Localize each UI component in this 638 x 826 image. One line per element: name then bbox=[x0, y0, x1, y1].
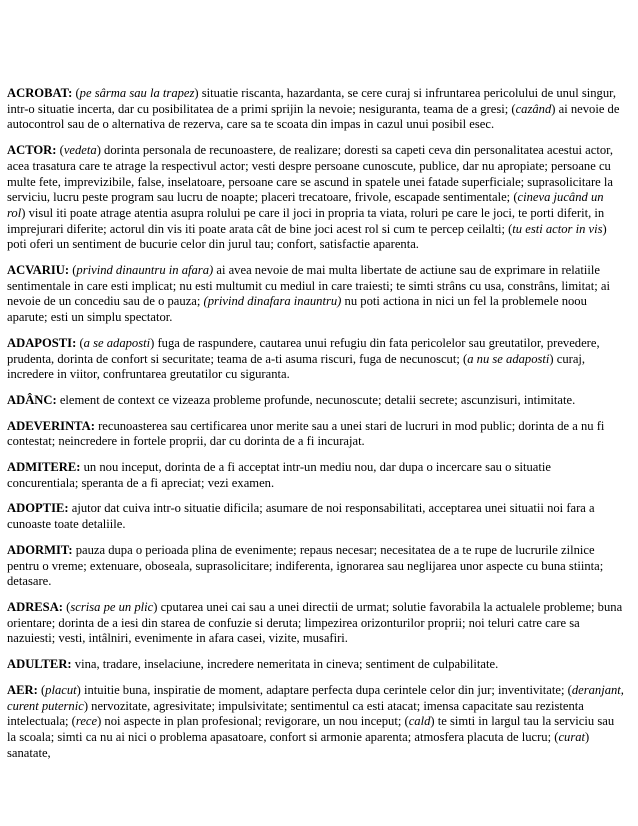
entry-qualifier: cald bbox=[408, 714, 431, 729]
entry-definition: ) poti oferi un sentiment de bucurie celor din jurul tau; confort, satisfactie aparenta. bbox=[7, 221, 607, 252]
dictionary-entry bbox=[7, 657, 625, 673]
entry-definition: ) fuga de raspundere, cautarea unui refugiu din fata pericolelor sau greutatilor, prevedere, prudenta, dorinta de confort si securitate; teama de a-ti asuma riscuri, fuga de necunoscut; ( bbox=[7, 335, 600, 366]
entry-term: ADOPTIE: bbox=[7, 501, 69, 516]
entry-definition: pauza dupa o perioada plina de evenimente; repaus necesar; necesitatea de a te rupe de lucrurile zilnice pentru o vreme; extenuare, oboseala, suprasolicitare; indiferenta, ignorarea sau neglijarea unor aspecte cu buna stiinta; detasare. bbox=[7, 542, 604, 589]
entry-term: ACROBAT: bbox=[7, 86, 73, 100]
entry-definition: ) situatie riscanta, hazardanta, se cere curaj si infruntarea pericolului de unul singur, intr-o situatie incerta, dar cu posibilitatea de a primi sprijin la nevoie; nesiguranta, teama de a gresi; ( bbox=[7, 86, 616, 116]
entry-term: ADAPOSTI: bbox=[7, 335, 77, 350]
dictionary-entry bbox=[7, 501, 625, 532]
dictionary-entry bbox=[7, 600, 625, 647]
entry-term: AER: bbox=[7, 682, 38, 697]
dictionary-entry bbox=[7, 86, 625, 133]
entry-definition: ( bbox=[59, 143, 64, 158]
dictionary-entry bbox=[7, 543, 625, 590]
entry-qualifier: a nu se adaposti bbox=[467, 351, 550, 366]
entry-definition: nu poti actiona in nici un fel la problemele noou aparute; esti un simplu spectator. bbox=[7, 294, 587, 325]
dictionary-entry bbox=[7, 419, 625, 450]
entry-term: ACVARIU: bbox=[7, 263, 70, 278]
entry-definition: ) ai nevoie de autocontrol sau de o alternativa de rezerva, care sa te scoata din impas in cazul unui posibil esec. bbox=[7, 101, 620, 132]
entry-qualifier: privind dinauntru in afara) bbox=[76, 263, 214, 278]
dictionary-entry bbox=[7, 393, 625, 409]
entry-qualifier: cineva jucând un rol bbox=[7, 190, 604, 220]
entry-term: ADMITERE: bbox=[7, 460, 81, 475]
entry-definition: ) noi aspecte in plan profesional; revigorare, un nou inceput; ( bbox=[97, 714, 409, 729]
entry-qualifier: deranjant, curent puternic bbox=[7, 682, 624, 713]
entry-definition: ) nervozitate, agresivitate; impulsivitate; sentimentul ca esti atacat; imensa capacitate sau rezistenta intelectuala; ( bbox=[7, 698, 584, 729]
dictionary-entry bbox=[7, 336, 625, 383]
entry-definition: ) sanatate, bbox=[7, 729, 590, 760]
entry-definition: recunoasterea sau certificarea unor merite sau a unei stari de lucruri in mod public; dorinta de a nu fi contestat; neincredere in fortele proprii, dar cu dorinta de a fi incurajat. bbox=[7, 418, 605, 449]
entry-definition: element de context ce vizeaza probleme profunde, necunoscute; detalii secrete; ascunzisuri, intimitate. bbox=[59, 392, 576, 407]
entry-qualifier: scrisa pe un plic bbox=[70, 599, 154, 614]
entry-definition: ) intuitie buna, inspiratie de moment, adaptare perfecta dupa cerintele celor din jur; inventivitate; ( bbox=[76, 682, 572, 697]
entry-qualifier: pe sârma sau la trapez bbox=[79, 86, 195, 100]
entry-term: ADULTER: bbox=[7, 657, 72, 672]
entry-term: ADÂNC: bbox=[7, 392, 57, 407]
entry-definition: ( bbox=[66, 599, 71, 614]
entry-qualifier: cazând bbox=[515, 101, 552, 116]
entry-qualifier: (privind dinafara inauntru) bbox=[203, 294, 342, 309]
entry-definition: ) dorinta personala de recunoastere, de realizare; doresti sa capeti ceva din personalitatea acestui actor, acea trasatura care te atrage la respectivul actor; vesti despre persoane cunoscute, publice, dar nu apropiate; persoane cu multe fete, imprevizibile, false, inselatoare, persoane care se ascund in spatele unei fatade superficiale; suprasolicitare la serviciu, lucru peste program sau lucru de noapte; placeri trecatoare, frivole, escapade sentimentale; ( bbox=[7, 143, 613, 205]
entry-qualifier: curat bbox=[558, 729, 586, 744]
entry-qualifier: placut bbox=[45, 682, 77, 697]
entry-qualifier: tu esti actor in vis bbox=[512, 221, 603, 236]
entry-definition: un nou inceput, dorinta de a fi acceptat intr-un mediu nou, dar dupa o incercare sau o situatie concurentiala; speranta de a fi apreciat; vezi examen. bbox=[7, 460, 551, 490]
entry-qualifier: vedeta bbox=[63, 143, 97, 158]
entry-definition: ajutor dat cuiva intr-o situatie dificila; asumare de noi responsabilitati, acceptarea unei situatii noi fara a cunoaste toate detaliile. bbox=[7, 501, 595, 532]
entry-term: ACTOR: bbox=[7, 143, 57, 158]
entry-term: ADEVERINTA: bbox=[7, 418, 95, 433]
entry-definition: vina, tradare, inselaciune, incredere nemeritata in cineva; sentiment de culpabilitate. bbox=[74, 657, 499, 672]
entry-definition: ) curaj, incredere in viitor, confruntarea greutatilor cu siguranta. bbox=[7, 351, 586, 382]
entry-definition: ( bbox=[79, 335, 84, 350]
dictionary-entry bbox=[7, 263, 625, 326]
entry-qualifier: rece bbox=[75, 714, 98, 729]
entry-definition: ) visul iti poate atrage atentia asupra rolului pe care il joci in propria ta viata, roluri pe care le joci, te porti diferit, in imprejurari diferite; actorul din vis iti poate arata cât de bine joci acest rol si cum te percep ceilalti; ( bbox=[7, 205, 605, 236]
entry-term: ADRESA: bbox=[7, 599, 63, 614]
entry-definition: ( bbox=[40, 682, 46, 697]
dictionary-entry bbox=[7, 460, 625, 491]
dictionary-entry bbox=[7, 683, 625, 762]
entry-definition: ) cputarea unei cai sau a unei directii de urmat; solutie favorabila la actualele probleme; buna orientare; dorinta de a iesi din starea de confuzie si deruta; limpezirea orizonturilor proprii; noi teluri catre care sa nazuiesti; vesti, intâlniri, evenimente in afara casei, vizite, musafiri. bbox=[7, 599, 623, 646]
dictionary-entry bbox=[7, 143, 625, 253]
entry-qualifier: a se adaposti bbox=[83, 335, 151, 350]
entry-definition: ( bbox=[72, 263, 77, 278]
entry-definition: ai avea nevoie de mai multa libertate de actiune sau de exprimare in relatiile sentimentale in care esti implicat; nu esti multumit cu mediul in care traiesti; te simti strâns cu usa, constrâns, limitat; ai nevoie de un concediu sau de o pauza; bbox=[7, 263, 610, 309]
dictionary-page bbox=[7, 86, 625, 771]
entry-definition: ) te simti in largul tau la serviciu sau la scoala; simti ca nu ai nici o problema apasatoare, confort si armonie aparenta; atmosfera placuta de lucru; ( bbox=[7, 714, 615, 744]
entry-definition: ( bbox=[75, 86, 80, 100]
entry-term: ADORMIT: bbox=[7, 542, 73, 557]
